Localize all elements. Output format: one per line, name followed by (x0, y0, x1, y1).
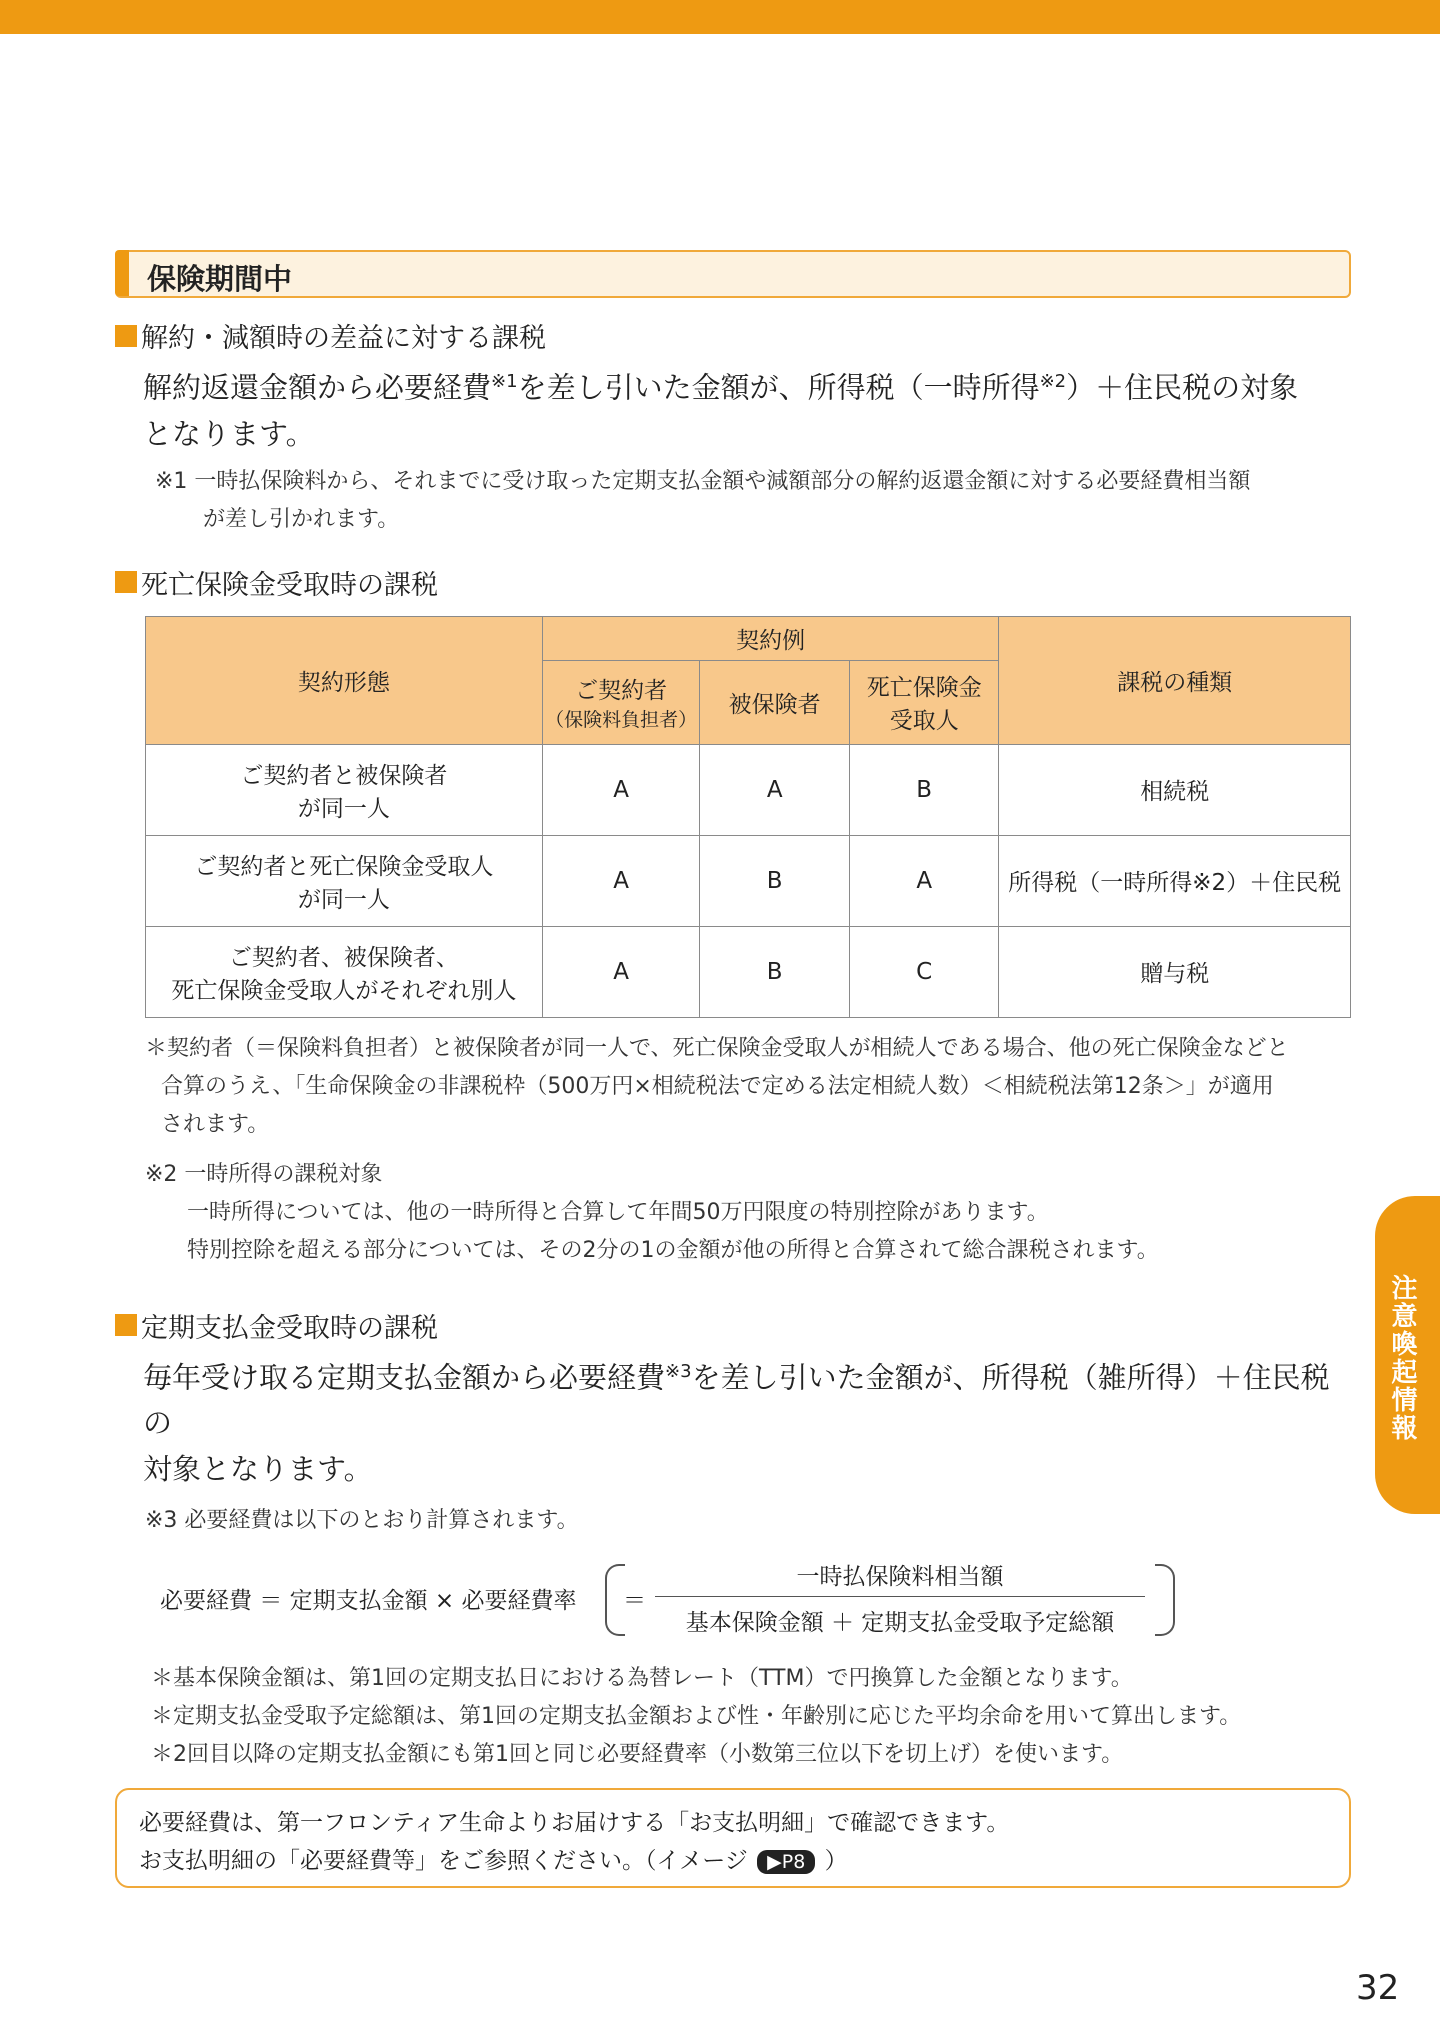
footnote-3: ※3 必要経費は以下のとおり計算されます。 (145, 1508, 579, 1534)
surrender-lead (143, 359, 1351, 457)
table-header-example: 契約例 (542, 616, 999, 660)
row-form-line1: ご契約者、被保険者、 (228, 944, 459, 971)
formula-numerator: 一時払保険料相当額 (796, 1564, 1004, 1591)
table-row (146, 744, 1351, 835)
row-tax: 相続税 (999, 744, 1351, 835)
holder-label: ご契約者 (575, 678, 668, 705)
page-number: 32 (1356, 1968, 1400, 2008)
row-insured: A (700, 744, 850, 835)
row-beneficiary: B (849, 744, 999, 835)
row-form-line1: ご契約者と死亡保険金受取人 (194, 853, 494, 880)
formula-note-3: ＊2回目以降の定期支払金額にも第1回と同じ必要経費率（小数第三位以下を切上げ）を使います。 (151, 1742, 1124, 1768)
row-insured: B (700, 835, 850, 926)
info-box (115, 1788, 1351, 1888)
formula-note-2: ＊定期支払金受取予定総額は、第1回の定期支払金額および性・年齢別に応じた平均余命を用いて算出します。 (151, 1704, 1242, 1730)
table-row (146, 835, 1351, 926)
beneficiary-label-2: 受取人 (889, 708, 959, 735)
footnote-ref-1: ※1 (491, 371, 518, 392)
footnote-1-line1: ※1 一時払保険料から、それまでに受け取った定期支払金額や減額部分の解約返還金額に対する必要経費相当額 (155, 468, 1251, 494)
row-form (146, 926, 543, 1017)
info-line-2-close: ） (824, 1848, 848, 1874)
section-header-marker (115, 250, 129, 296)
tax-table (145, 616, 1351, 1018)
square-bullet-icon (115, 325, 137, 347)
left-paren-icon (605, 1564, 625, 1636)
footnote-2 (145, 1156, 1351, 1270)
right-paren-icon (1155, 1564, 1175, 1636)
table-header-beneficiary (849, 660, 999, 744)
table-header-tax: 課税の種類 (999, 616, 1351, 744)
periodic-lead-part3: 対象となります。 (143, 1452, 373, 1487)
formula-equals: ＝ (623, 1588, 646, 1615)
formula-notes (151, 1660, 1351, 1774)
table-header-insured: 被保険者 (700, 660, 850, 744)
square-bullet-icon (115, 1314, 137, 1336)
formula-note-1: ＊基本保険金額は、第1回の定期支払日における為替レート（TTM）で円換算した金額となります。 (151, 1666, 1133, 1692)
square-bullet-icon (115, 571, 137, 593)
death-heading (115, 563, 1351, 602)
section-title: 保険期間中 (147, 262, 293, 296)
row-form-line2: 死亡保険金受取人がそれぞれ別人 (171, 977, 517, 1004)
footnote-1 (155, 463, 1351, 539)
row-tax: 贈与税 (999, 926, 1351, 1017)
holder-sub-label: （保険料負担者） (545, 709, 698, 732)
surrender-heading (115, 316, 1351, 355)
periodic-heading (115, 1306, 1351, 1345)
row-tax: 所得税（一時所得※2）＋住民税 (999, 835, 1351, 926)
row-form-line2: が同一人 (297, 886, 390, 913)
row-form (146, 835, 543, 926)
table-note-line1: ＊契約者（＝保険料負担者）と被保険者が同一人で、死亡保険金受取人が相続人である場合、他の死亡保険金などと (145, 1035, 1289, 1061)
row-holder: A (542, 926, 700, 1017)
surrender-lead-part4: となります。 (143, 416, 315, 451)
table-note-line3: されます。 (161, 1111, 270, 1137)
footnote-ref-3: ※3 (665, 1360, 692, 1382)
surrender-lead-part3: ）＋住民税の対象 (1066, 370, 1299, 405)
footnote-2-line2: 特別控除を超える部分については、その2分の1の金額が他の所得と合算されて総合課税されます。 (187, 1237, 1159, 1263)
row-form-line1: ご契約者と被保険者 (240, 762, 448, 789)
formula-denominator: 基本保険金額 ＋ 定期支払金受取予定総額 (685, 1610, 1115, 1637)
table-row (146, 926, 1351, 1017)
row-beneficiary: C (849, 926, 999, 1017)
fraction-line (655, 1596, 1145, 1597)
table-note-line2: 合算のうえ、「生命保険金の非課税枠（500万円×相続税法で定める法定相続人数）＜相続税法第12条＞」が適用 (161, 1073, 1274, 1099)
surrender-lead-part1: 解約返還金額から必要経費 (143, 370, 492, 405)
row-holder: A (542, 835, 700, 926)
top-accent-bar (0, 0, 1440, 34)
footnote-ref-2: ※2 (1039, 371, 1067, 392)
table-header-holder (542, 660, 700, 744)
side-tab[interactable] (1375, 1196, 1440, 1514)
periodic-heading-text: 定期支払金受取時の課税 (141, 1312, 438, 1344)
expense-formula (115, 1564, 1351, 1644)
death-heading-text: 死亡保険金受取時の課税 (141, 569, 438, 601)
periodic-lead-part2: を差し引いた金額が、所得税（雑所得）＋住民税の (143, 1360, 1330, 1441)
footnote-2-title: ※2 一時所得の課税対象 (145, 1161, 383, 1187)
beneficiary-label-1: 死亡保険金 (866, 675, 982, 702)
row-form-line2: が同一人 (297, 795, 390, 822)
table-header-form: 契約形態 (146, 616, 543, 744)
row-insured: B (700, 926, 850, 1017)
page-link-badge[interactable]: ▶P8 (757, 1850, 815, 1874)
surrender-heading-text: 解約・減額時の差益に対する課税 (141, 323, 546, 354)
footnote-1-line2: が差し引かれます。 (203, 506, 400, 532)
section-header (115, 250, 1351, 298)
table-note (145, 1030, 1351, 1144)
main-content (115, 250, 1351, 1774)
row-beneficiary: A (849, 835, 999, 926)
info-line-1: 必要経費は、第一フロンティア生命よりお届けする「お支払明細」で確認できます。 (139, 1810, 1010, 1836)
row-holder: A (542, 744, 700, 835)
periodic-lead (143, 1349, 1351, 1493)
info-line-2 (139, 1842, 848, 1875)
periodic-lead-part1: 毎年受け取る定期支払金額から必要経費 (143, 1360, 666, 1395)
row-form (146, 744, 543, 835)
footnote-2-line1: 一時所得については、他の一時所得と合算して年間50万円限度の特別控除があります。 (187, 1199, 1049, 1225)
side-tab-label: 注意喚起情報 (1387, 1274, 1417, 1442)
info-line-2-text: お支払明細の「必要経費等」をご参照ください。（イメージ (139, 1848, 748, 1874)
surrender-lead-part2: を差し引いた金額が、所得税（一時所得 (517, 370, 1040, 405)
formula-left: 必要経費 ＝ 定期支払金額 × 必要経費率 (160, 1588, 577, 1615)
